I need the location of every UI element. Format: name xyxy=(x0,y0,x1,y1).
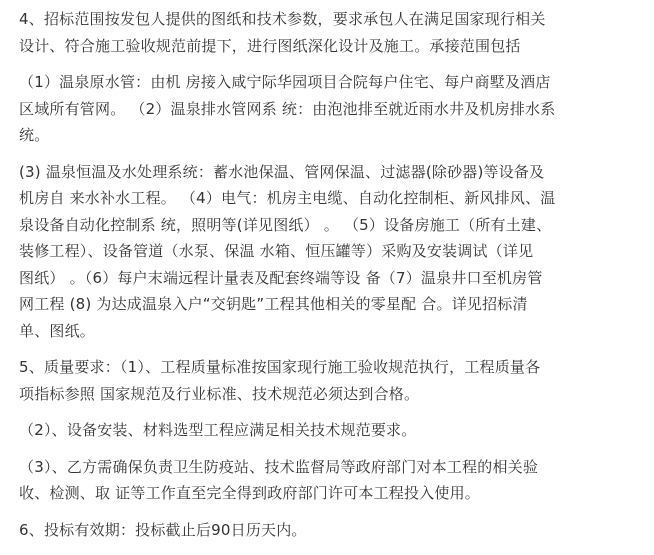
text-line: 泉设备自动化控制系 统，照明等(详见图纸） 。 （5）设备房施工（所有土建、 xyxy=(19,215,552,234)
paragraph-quality-requirements xyxy=(19,354,634,407)
text-line: 图纸） 。（6）每户末端远程计量表及配套终端等设 备（7）温泉井口至机房管 xyxy=(19,268,543,287)
text-line: 单、图纸。 xyxy=(19,321,96,340)
text-line: 区域所有管网。 （2）温泉排水管网系 统：由泡池排至就近雨水井及机房排水系 xyxy=(19,99,556,118)
text-line: （1）温泉原水管：由机 房接入咸宁际华园项目合院每户住宅、每户商墅及酒店 xyxy=(19,73,551,91)
text-line: （3）、乙方需确保负责卫生防疫站、技术监督局等政府部门对本工程的相关验 xyxy=(19,457,539,476)
text-line: （2）、设备安装、材料选型工程应满足相关技术规范要求。 xyxy=(19,421,417,439)
text-line: 6、投标有效期：投标截止后90日历天内。 xyxy=(19,520,307,539)
paragraph-scope-items-3-8 xyxy=(19,159,634,345)
text-line: 4、招标范围按发包人提供的图纸和技术参数，要求承包人在满足国家现行相关 xyxy=(19,10,546,28)
text-line: (3) 温泉恒温及水处理系统：蓄水池保温、管网保温、过滤器(除砂器)等设备及 xyxy=(19,162,545,181)
text-line: 收、检测、取 证等工作直至完全得到政府部门许可本工程投入使用。 xyxy=(19,484,480,502)
paragraph-bid-validity xyxy=(19,517,634,544)
text-line: 装修工程）、设备管道（水泵、保温 水箱、恒压罐等）采购及安装调试（详见 xyxy=(19,242,534,260)
text-line: 项指标参照 国家规范及行业标准、技术规范必须达到合格。 xyxy=(19,384,420,403)
paragraph-quality-item-2 xyxy=(19,417,634,444)
text-line: 统。 xyxy=(19,126,50,144)
text-line: 5、质量要求：（1）、工程质量标准按国家现行施工验收规范执行，工程质量各 xyxy=(19,358,541,376)
paragraph-quality-item-3 xyxy=(19,454,634,507)
paragraph-scope xyxy=(19,6,634,59)
text-line: 网工程 (8) 为达成温泉入户“交钥匙”工程其他相关的零星配 合。详见招标清 xyxy=(19,295,528,313)
text-line: 设计、符合施工验收规范前提下，进行图纸深化设计及施工。承接范围包括 xyxy=(19,36,521,55)
text-line: 机房自 来水补水工程。 （4）电气：机房主电缆、自动化控制柜、新风排风、温 xyxy=(19,189,556,207)
paragraph-scope-items-1-2 xyxy=(19,69,634,149)
